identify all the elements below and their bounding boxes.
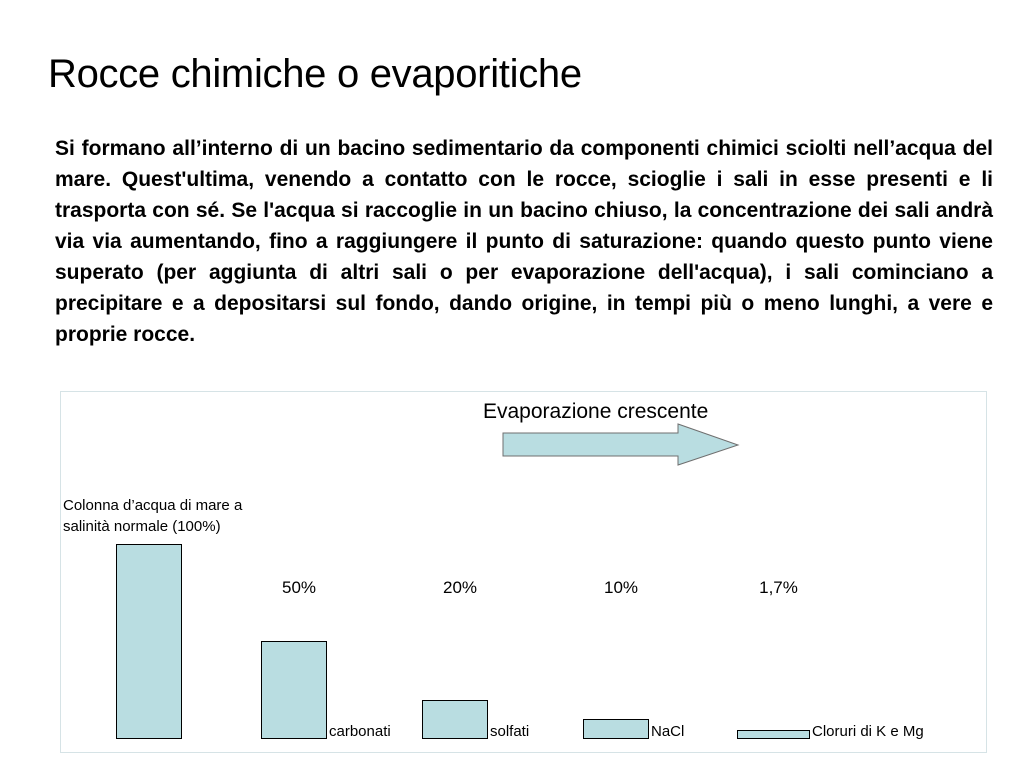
right-arrow-icon bbox=[502, 423, 742, 467]
mineral-label: NaCl bbox=[651, 723, 685, 740]
evaporite-bar bbox=[737, 730, 810, 739]
mineral-label: Cloruri di K e Mg bbox=[812, 723, 924, 740]
evaporite-bar bbox=[116, 544, 182, 739]
evaporite-bar bbox=[261, 641, 327, 739]
salinity-percent-label: 1,7% bbox=[759, 578, 798, 597]
slide-body-text: Si formano all’interno di un bacino sedimentario da componenti chimici sciolti nell’acqua del mare. Quest'ultima, venendo a contatto con le rocce, scioglie i sali in esse presenti e li trasporta con sé. Se l'acqua si raccoglie in un bacino chiuso, la concentrazione dei sali andrà via via aumentando, fino a raggiungere il punto di saturazione: quando questo punto viene superato (per aggiunta di altri sali o per evaporazione dell'acqua), i sali cominciano a precipitare e a depositarsi sul fondo, dando origine, in tempi più o meno lunghi, a vere e proprie rocce. bbox=[55, 137, 993, 346]
water-column-label: Colonna d’acqua di mare a salinità normale (100%) bbox=[63, 497, 243, 535]
evaporation-arrow-label: Evaporazione crescente bbox=[483, 400, 709, 423]
evaporite-bar bbox=[583, 719, 649, 739]
mineral-label: solfati bbox=[490, 723, 530, 740]
salinity-percent-label: 50% bbox=[281, 578, 317, 597]
salinity-percent-label: 10% bbox=[603, 578, 639, 597]
salinity-percent-label: 20% bbox=[442, 578, 478, 597]
slide-title: Rocce chimiche o evaporitiche bbox=[48, 52, 582, 96]
evaporite-bar bbox=[422, 700, 488, 739]
mineral-label: carbonati bbox=[329, 723, 391, 740]
